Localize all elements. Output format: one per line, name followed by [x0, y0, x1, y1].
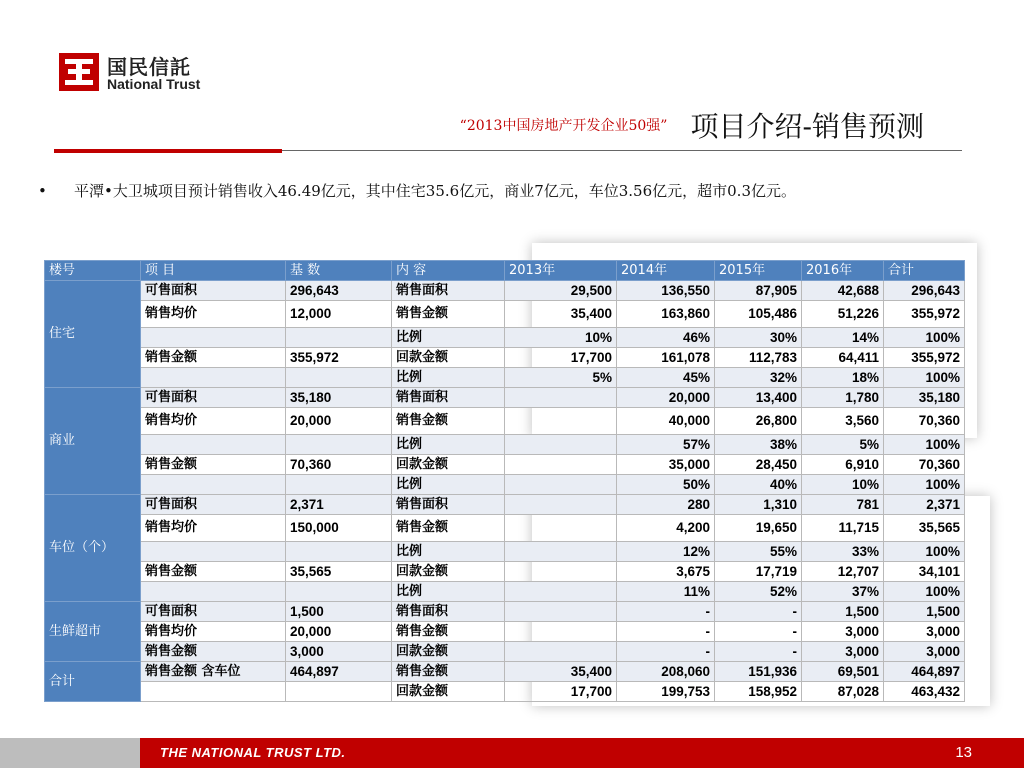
- table-cell-y2014: 35,000: [617, 455, 715, 475]
- table-cell-base: 464,897: [286, 662, 392, 682]
- table-cell-item: 销售金额: [141, 455, 286, 475]
- table-cell-y2013: [505, 408, 617, 435]
- table-cell-item: 可售面积: [141, 602, 286, 622]
- table-cell-total: 355,972: [884, 301, 965, 328]
- table-cell-y2015: 19,650: [715, 515, 802, 542]
- bullet-dot-icon: •: [38, 182, 47, 200]
- table-cell-y2014: 12%: [617, 542, 715, 562]
- table-cell-y2016: 51,226: [802, 301, 884, 328]
- table-row: [45, 455, 965, 475]
- table-cell-base: [286, 328, 392, 348]
- table-row: [45, 602, 965, 622]
- table-cell-y2015: 1,310: [715, 495, 802, 515]
- column-header: 合计: [884, 261, 965, 281]
- page-title: 项目介绍-销售预测: [690, 110, 924, 143]
- table-cell-base: 12,000: [286, 301, 392, 328]
- category-cell: 车位（个）: [45, 495, 141, 602]
- table-cell-content: 比例: [392, 475, 505, 495]
- table-cell-y2013: [505, 495, 617, 515]
- table-cell-base: 3,000: [286, 642, 392, 662]
- table-cell-base: [286, 435, 392, 455]
- table-cell-y2013: 17,700: [505, 682, 617, 702]
- table-row: [45, 562, 965, 582]
- table-cell-content: 回款金额: [392, 455, 505, 475]
- table-cell-base: 296,643: [286, 281, 392, 301]
- table-cell-content: 回款金额: [392, 642, 505, 662]
- table-cell-base: 1,500: [286, 602, 392, 622]
- table-cell-y2016: 37%: [802, 582, 884, 602]
- table-cell-y2013: [505, 602, 617, 622]
- table-cell-item: 销售均价: [141, 622, 286, 642]
- table-cell-item: [141, 682, 286, 702]
- table-cell-y2015: 52%: [715, 582, 802, 602]
- column-header: 2015年: [715, 261, 802, 281]
- table-cell-base: 20,000: [286, 408, 392, 435]
- table-cell-y2016: 1,780: [802, 388, 884, 408]
- table-cell-item: [141, 328, 286, 348]
- table-cell-y2016: 69,501: [802, 662, 884, 682]
- table-cell-base: [286, 368, 392, 388]
- table-cell-y2013: [505, 562, 617, 582]
- table-cell-content: 销售面积: [392, 281, 505, 301]
- table-cell-y2016: 3,000: [802, 622, 884, 642]
- table-cell-base: 355,972: [286, 348, 392, 368]
- table-cell-total: 464,897: [884, 662, 965, 682]
- table-cell-y2013: [505, 642, 617, 662]
- table-cell-base: 70,360: [286, 455, 392, 475]
- table-cell-y2014: 161,078: [617, 348, 715, 368]
- table-cell-content: 销售金额: [392, 408, 505, 435]
- table-row: [45, 642, 965, 662]
- table-cell-y2016: 1,500: [802, 602, 884, 622]
- table-cell-y2013: [505, 388, 617, 408]
- table-cell-content: 销售金额: [392, 622, 505, 642]
- table-cell-y2014: -: [617, 642, 715, 662]
- table-cell-total: 3,000: [884, 622, 965, 642]
- table-cell-y2015: -: [715, 602, 802, 622]
- table-cell-item: 可售面积: [141, 281, 286, 301]
- footer-accent: [0, 738, 140, 768]
- table-cell-y2015: 17,719: [715, 562, 802, 582]
- table-row: [45, 475, 965, 495]
- column-header: 2016年: [802, 261, 884, 281]
- table-row: [45, 348, 965, 368]
- table-cell-total: 2,371: [884, 495, 965, 515]
- table-cell-item: 销售金额: [141, 562, 286, 582]
- table-cell-content: 比例: [392, 582, 505, 602]
- table-row: [45, 301, 965, 328]
- table-cell-y2016: 33%: [802, 542, 884, 562]
- table-row: [45, 435, 965, 455]
- table-cell-y2016: 18%: [802, 368, 884, 388]
- column-header: 2013年: [505, 261, 617, 281]
- brand-name-cn: 国民信託: [107, 55, 191, 79]
- table-cell-y2016: 3,000: [802, 642, 884, 662]
- table-cell-y2016: 11,715: [802, 515, 884, 542]
- table-cell-y2013: 35,400: [505, 301, 617, 328]
- sales-forecast-table: [44, 260, 965, 702]
- slide-title: [460, 105, 924, 145]
- table-row: [45, 495, 965, 515]
- table-cell-y2014: 50%: [617, 475, 715, 495]
- table-row: [45, 281, 965, 301]
- category-cell: 商业: [45, 388, 141, 495]
- table-cell-content: 比例: [392, 542, 505, 562]
- table-cell-item: 销售金额: [141, 642, 286, 662]
- table-cell-y2013: [505, 435, 617, 455]
- table-cell-total: 70,360: [884, 455, 965, 475]
- table-cell-y2014: 280: [617, 495, 715, 515]
- table-row: [45, 542, 965, 562]
- table-cell-y2014: 163,860: [617, 301, 715, 328]
- table-cell-y2015: 13,400: [715, 388, 802, 408]
- table-cell-y2016: 6,910: [802, 455, 884, 475]
- table-cell-y2015: -: [715, 622, 802, 642]
- table-cell-content: 回款金额: [392, 562, 505, 582]
- brand-name-en: National Trust: [107, 76, 201, 92]
- table-row: [45, 662, 965, 682]
- column-header: 项 目: [141, 261, 286, 281]
- table-cell-y2014: -: [617, 622, 715, 642]
- table-cell-y2015: 151,936: [715, 662, 802, 682]
- table-cell-y2016: 3,560: [802, 408, 884, 435]
- table-cell-base: [286, 542, 392, 562]
- category-cell: 合计: [45, 662, 141, 702]
- table-cell-base: 150,000: [286, 515, 392, 542]
- table-cell-item: 销售金额 含车位: [141, 662, 286, 682]
- table-cell-y2016: 64,411: [802, 348, 884, 368]
- table-cell-y2015: 28,450: [715, 455, 802, 475]
- table-cell-content: 回款金额: [392, 348, 505, 368]
- table-cell-y2013: [505, 515, 617, 542]
- footer-bar: [0, 738, 1024, 768]
- table-cell-y2015: 38%: [715, 435, 802, 455]
- table-cell-base: 2,371: [286, 495, 392, 515]
- table-cell-y2013: 17,700: [505, 348, 617, 368]
- table-row: [45, 328, 965, 348]
- table-cell-total: 34,101: [884, 562, 965, 582]
- table-cell-y2013: [505, 455, 617, 475]
- table-cell-total: 100%: [884, 435, 965, 455]
- table-cell-y2015: 87,905: [715, 281, 802, 301]
- column-header: 内 容: [392, 261, 505, 281]
- table-cell-item: 销售均价: [141, 301, 286, 328]
- table-cell-y2013: [505, 542, 617, 562]
- summary-text: 平潭•大卫城项目预计销售收入46.49亿元，其中住宅35.6亿元，商业7亿元，车位3.56亿元，超市0.3亿元。: [74, 182, 796, 200]
- table-cell-y2016: 87,028: [802, 682, 884, 702]
- table-row: [45, 515, 965, 542]
- table-cell-base: [286, 682, 392, 702]
- table-cell-base: 35,180: [286, 388, 392, 408]
- table-cell-y2016: 42,688: [802, 281, 884, 301]
- table-cell-y2015: 40%: [715, 475, 802, 495]
- table-cell-y2014: 11%: [617, 582, 715, 602]
- table-cell-total: 3,000: [884, 642, 965, 662]
- table-cell-content: 比例: [392, 435, 505, 455]
- table-cell-y2016: 14%: [802, 328, 884, 348]
- table-cell-total: 100%: [884, 475, 965, 495]
- table-cell-item: [141, 475, 286, 495]
- table-cell-total: 100%: [884, 328, 965, 348]
- table-cell-y2013: 5%: [505, 368, 617, 388]
- table-cell-content: 回款金额: [392, 682, 505, 702]
- table-cell-base: 20,000: [286, 622, 392, 642]
- table-cell-item: [141, 435, 286, 455]
- table-cell-content: 销售金额: [392, 301, 505, 328]
- table-row: [45, 408, 965, 435]
- table-cell-item: 可售面积: [141, 388, 286, 408]
- table-cell-y2015: 30%: [715, 328, 802, 348]
- table-cell-item: [141, 368, 286, 388]
- table-cell-y2016: 12,707: [802, 562, 884, 582]
- footer-company: THE NATIONAL TRUST LTD.: [160, 745, 346, 760]
- column-header: 楼号: [45, 261, 141, 281]
- table-cell-base: [286, 475, 392, 495]
- table-cell-item: 可售面积: [141, 495, 286, 515]
- table-row: [45, 368, 965, 388]
- table-row: [45, 682, 965, 702]
- table-cell-content: 比例: [392, 328, 505, 348]
- brand-logo: [58, 52, 218, 96]
- table-cell-y2013: [505, 622, 617, 642]
- table-cell-content: 销售金额: [392, 515, 505, 542]
- table-cell-item: 销售金额: [141, 348, 286, 368]
- table-header-row: [45, 261, 965, 281]
- table-cell-y2014: 4,200: [617, 515, 715, 542]
- table-cell-y2015: 32%: [715, 368, 802, 388]
- page-number: 13: [955, 744, 972, 761]
- table-cell-content: 销售金额: [392, 662, 505, 682]
- table-cell-y2015: 112,783: [715, 348, 802, 368]
- table-cell-content: 比例: [392, 368, 505, 388]
- table-cell-total: 35,565: [884, 515, 965, 542]
- table-cell-total: 35,180: [884, 388, 965, 408]
- table-cell-y2015: 26,800: [715, 408, 802, 435]
- table-cell-total: 100%: [884, 542, 965, 562]
- category-cell: 生鲜超市: [45, 602, 141, 662]
- table-cell-total: 463,432: [884, 682, 965, 702]
- table-cell-item: [141, 582, 286, 602]
- category-cell: 住宅: [45, 281, 141, 388]
- table-cell-total: 100%: [884, 582, 965, 602]
- table-cell-item: [141, 542, 286, 562]
- table-cell-total: 296,643: [884, 281, 965, 301]
- table-cell-y2013: [505, 582, 617, 602]
- table-cell-y2015: -: [715, 642, 802, 662]
- table-cell-total: 1,500: [884, 602, 965, 622]
- table-cell-y2014: 208,060: [617, 662, 715, 682]
- table-cell-y2014: 45%: [617, 368, 715, 388]
- table-cell-y2014: 20,000: [617, 388, 715, 408]
- table-cell-y2016: 10%: [802, 475, 884, 495]
- table-cell-y2013: 10%: [505, 328, 617, 348]
- table-row: [45, 622, 965, 642]
- table-cell-y2016: 781: [802, 495, 884, 515]
- table-cell-y2014: 46%: [617, 328, 715, 348]
- table-cell-item: 销售均价: [141, 408, 286, 435]
- table-cell-y2014: 40,000: [617, 408, 715, 435]
- column-header: 基 数: [286, 261, 392, 281]
- national-trust-logo-icon: [58, 52, 100, 92]
- table-cell-y2015: 158,952: [715, 682, 802, 702]
- table-cell-y2014: 3,675: [617, 562, 715, 582]
- table-cell-y2015: 105,486: [715, 301, 802, 328]
- table-cell-total: 100%: [884, 368, 965, 388]
- table-cell-base: 35,565: [286, 562, 392, 582]
- title-divider-accent: [54, 149, 282, 153]
- table-cell-y2013: 35,400: [505, 662, 617, 682]
- table-cell-y2014: 57%: [617, 435, 715, 455]
- table-cell-y2014: 136,550: [617, 281, 715, 301]
- table-cell-y2014: -: [617, 602, 715, 622]
- table-cell-content: 销售面积: [392, 602, 505, 622]
- column-header: 2014年: [617, 261, 715, 281]
- table-cell-y2016: 5%: [802, 435, 884, 455]
- table-row: [45, 388, 965, 408]
- table-cell-base: [286, 582, 392, 602]
- table-cell-y2013: 29,500: [505, 281, 617, 301]
- table-cell-y2013: [505, 475, 617, 495]
- table-cell-total: 355,972: [884, 348, 965, 368]
- table-cell-y2014: 199,753: [617, 682, 715, 702]
- table-cell-y2015: 55%: [715, 542, 802, 562]
- table-cell-content: 销售面积: [392, 388, 505, 408]
- table-row: [45, 582, 965, 602]
- title-subtitle: “2013中国房地产开发企业50强”: [459, 118, 668, 134]
- table-cell-total: 70,360: [884, 408, 965, 435]
- table-cell-item: 销售均价: [141, 515, 286, 542]
- table-cell-content: 销售面积: [392, 495, 505, 515]
